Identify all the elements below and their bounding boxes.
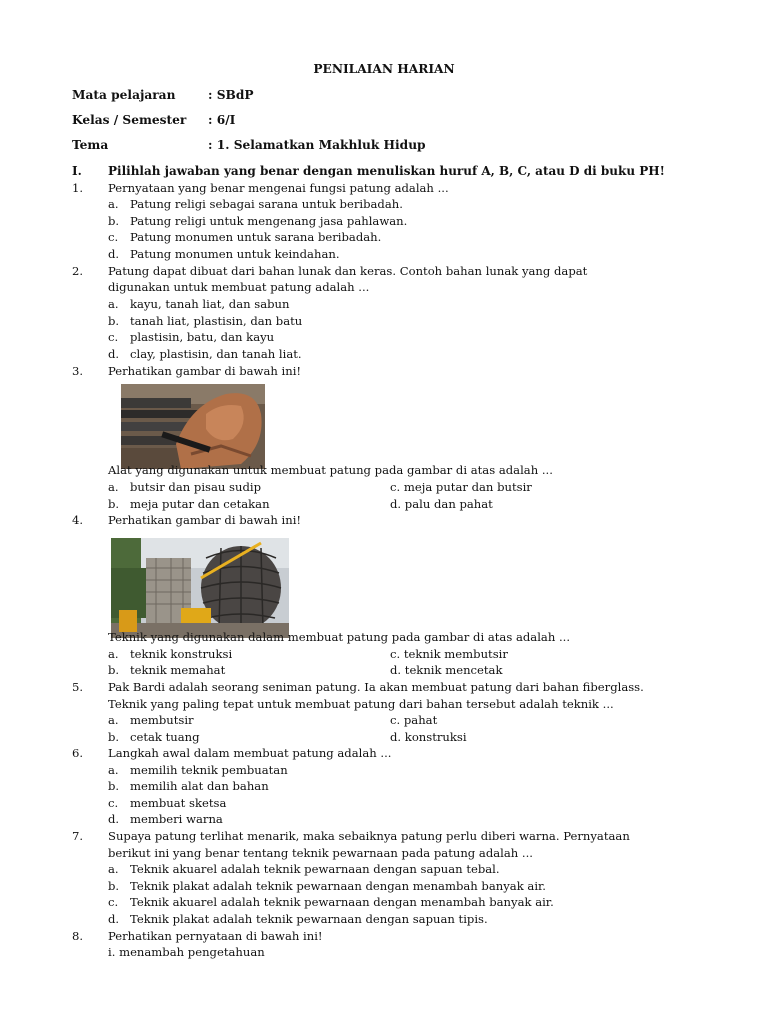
option-text: Patung religi untuk mengenang jasa pahlawan. [130, 214, 408, 228]
option-text-right: c. teknik membutsir [390, 647, 508, 661]
option-letter: a. [108, 297, 119, 311]
option-letter: b. [108, 663, 120, 677]
meta-class [72, 113, 235, 127]
option-letter: b. [108, 779, 120, 793]
question-number: 2. [72, 264, 84, 278]
option-letter: a. [108, 480, 119, 494]
question-text: Perhatikan gambar di bawah ini! [108, 364, 302, 378]
meta-key: Mata pelajaran [72, 88, 176, 102]
option-letter: a. [108, 862, 119, 876]
option-text: memberi warna [130, 812, 223, 826]
question-number: 5. [72, 680, 84, 694]
question-text: Teknik yang paling tepat untuk membuat patung dari bahan tersebut adalah teknik ... [108, 697, 614, 711]
meta-subject [72, 88, 254, 102]
statue-construction-photo [111, 538, 289, 638]
option-letter: d. [108, 347, 120, 361]
question-text: Alat yang digunakan untuk membuat patung pada gambar di atas adalah ... [108, 463, 553, 477]
question-number: 4. [72, 513, 84, 527]
option-text: membutsir [130, 713, 194, 727]
option-text: plastisin, batu, dan kayu [130, 330, 275, 344]
option-letter: a. [108, 763, 119, 777]
question-number: 8. [72, 929, 84, 943]
option-letter: d. [108, 912, 120, 926]
option-letter: b. [108, 314, 120, 328]
meta-key: Kelas / Semester [72, 113, 187, 127]
option-letter: b. [108, 879, 120, 893]
option-text: memilih alat dan bahan [130, 779, 269, 793]
option-letter: b. [108, 497, 120, 511]
option-letter: c. [108, 230, 119, 244]
question-number: 3. [72, 364, 84, 378]
question-text: Pernyataan yang benar mengenai fungsi patung adalah ... [108, 181, 449, 195]
option-text-right: d. konstruksi [390, 730, 467, 744]
option-letter: d. [108, 247, 120, 261]
meta-theme [72, 138, 426, 152]
option-text: Patung monumen untuk sarana beribadah. [130, 230, 382, 244]
option-text: kayu, tanah liat, dan sabun [130, 297, 290, 311]
option-text: Teknik akuarel adalah teknik pewarnaan dengan sapuan tebal. [130, 862, 500, 876]
question-number: 6. [72, 746, 84, 760]
option-letter: a. [108, 713, 119, 727]
option-text: cetak tuang [130, 730, 200, 744]
meta-value: : 6/I [208, 113, 236, 127]
question-text: Langkah awal dalam membuat patung adalah ... [108, 746, 392, 760]
question-text: Pak Bardi adalah seorang seniman patung. Ia akan membuat patung dari bahan fiberglass. [108, 680, 644, 694]
option-text: Teknik akuarel adalah teknik pewarnaan dengan menambah banyak air. [130, 895, 554, 909]
question-text: Patung dapat dibuat dari bahan lunak dan keras. Contoh bahan lunak yang dapat [108, 264, 588, 278]
meta-key: Tema [72, 138, 109, 152]
option-text: tanah liat, plastisin, dan batu [130, 314, 303, 328]
meta-value: : 1. Selamatkan Makhluk Hidup [208, 138, 426, 152]
question-text: Teknik yang digunakan dalam membuat patung pada gambar di atas adalah ... [108, 630, 571, 644]
option-letter: b. [108, 214, 120, 228]
option-letter: d. [108, 812, 120, 826]
option-text-right: d. palu dan pahat [390, 497, 493, 511]
question-text: Perhatikan pernyataan di bawah ini! [108, 929, 323, 943]
option-text: butsir dan pisau sudip [130, 480, 262, 494]
question-text: berikut ini yang benar tentang teknik pewarnaan pada patung adalah ... [108, 846, 533, 860]
option-letter: c. [108, 330, 119, 344]
question-text: digunakan untuk membuat patung adalah ... [108, 280, 370, 294]
option-text: clay, plastisin, dan tanah liat. [130, 347, 302, 361]
option-text: teknik konstruksi [130, 647, 233, 661]
question-number: 1. [72, 181, 84, 195]
statement-text: i. menambah pengetahuan [108, 945, 265, 959]
wood-carving-photo [121, 384, 265, 469]
option-text: membuat sketsa [130, 796, 227, 810]
meta-value: : SBdP [208, 88, 254, 102]
page-title: PENILAIAN HARIAN [313, 62, 455, 76]
option-text: memilih teknik pembuatan [130, 763, 288, 777]
option-letter: a. [108, 197, 119, 211]
option-text: Patung monumen untuk keindahan. [130, 247, 340, 261]
option-text-right: c. meja putar dan butsir [390, 480, 532, 494]
option-text-right: c. pahat [390, 713, 438, 727]
option-text-right: d. teknik mencetak [390, 663, 503, 677]
option-letter: c. [108, 796, 119, 810]
option-text: Teknik plakat adalah teknik pewarnaan dengan menambah banyak air. [130, 879, 546, 893]
option-letter: c. [108, 895, 119, 909]
option-letter: a. [108, 647, 119, 661]
question-text: Perhatikan gambar di bawah ini! [108, 513, 302, 527]
option-letter: b. [108, 730, 120, 744]
option-text: teknik memahat [130, 663, 226, 677]
option-text: Patung religi sebagai sarana untuk beribadah. [130, 197, 403, 211]
option-text: meja putar dan cetakan [130, 497, 270, 511]
question-text: Supaya patung terlihat menarik, maka sebaiknya patung perlu diberi warna. Pernyataan [108, 829, 630, 843]
section-text: Pilihlah jawaban yang benar dengan menuliskan huruf A, B, C, atau D di buku PH! [108, 164, 665, 178]
question-number: 7. [72, 829, 84, 843]
section-number: I. [72, 164, 82, 178]
option-text: Teknik plakat adalah teknik pewarnaan dengan sapuan tipis. [130, 912, 488, 926]
